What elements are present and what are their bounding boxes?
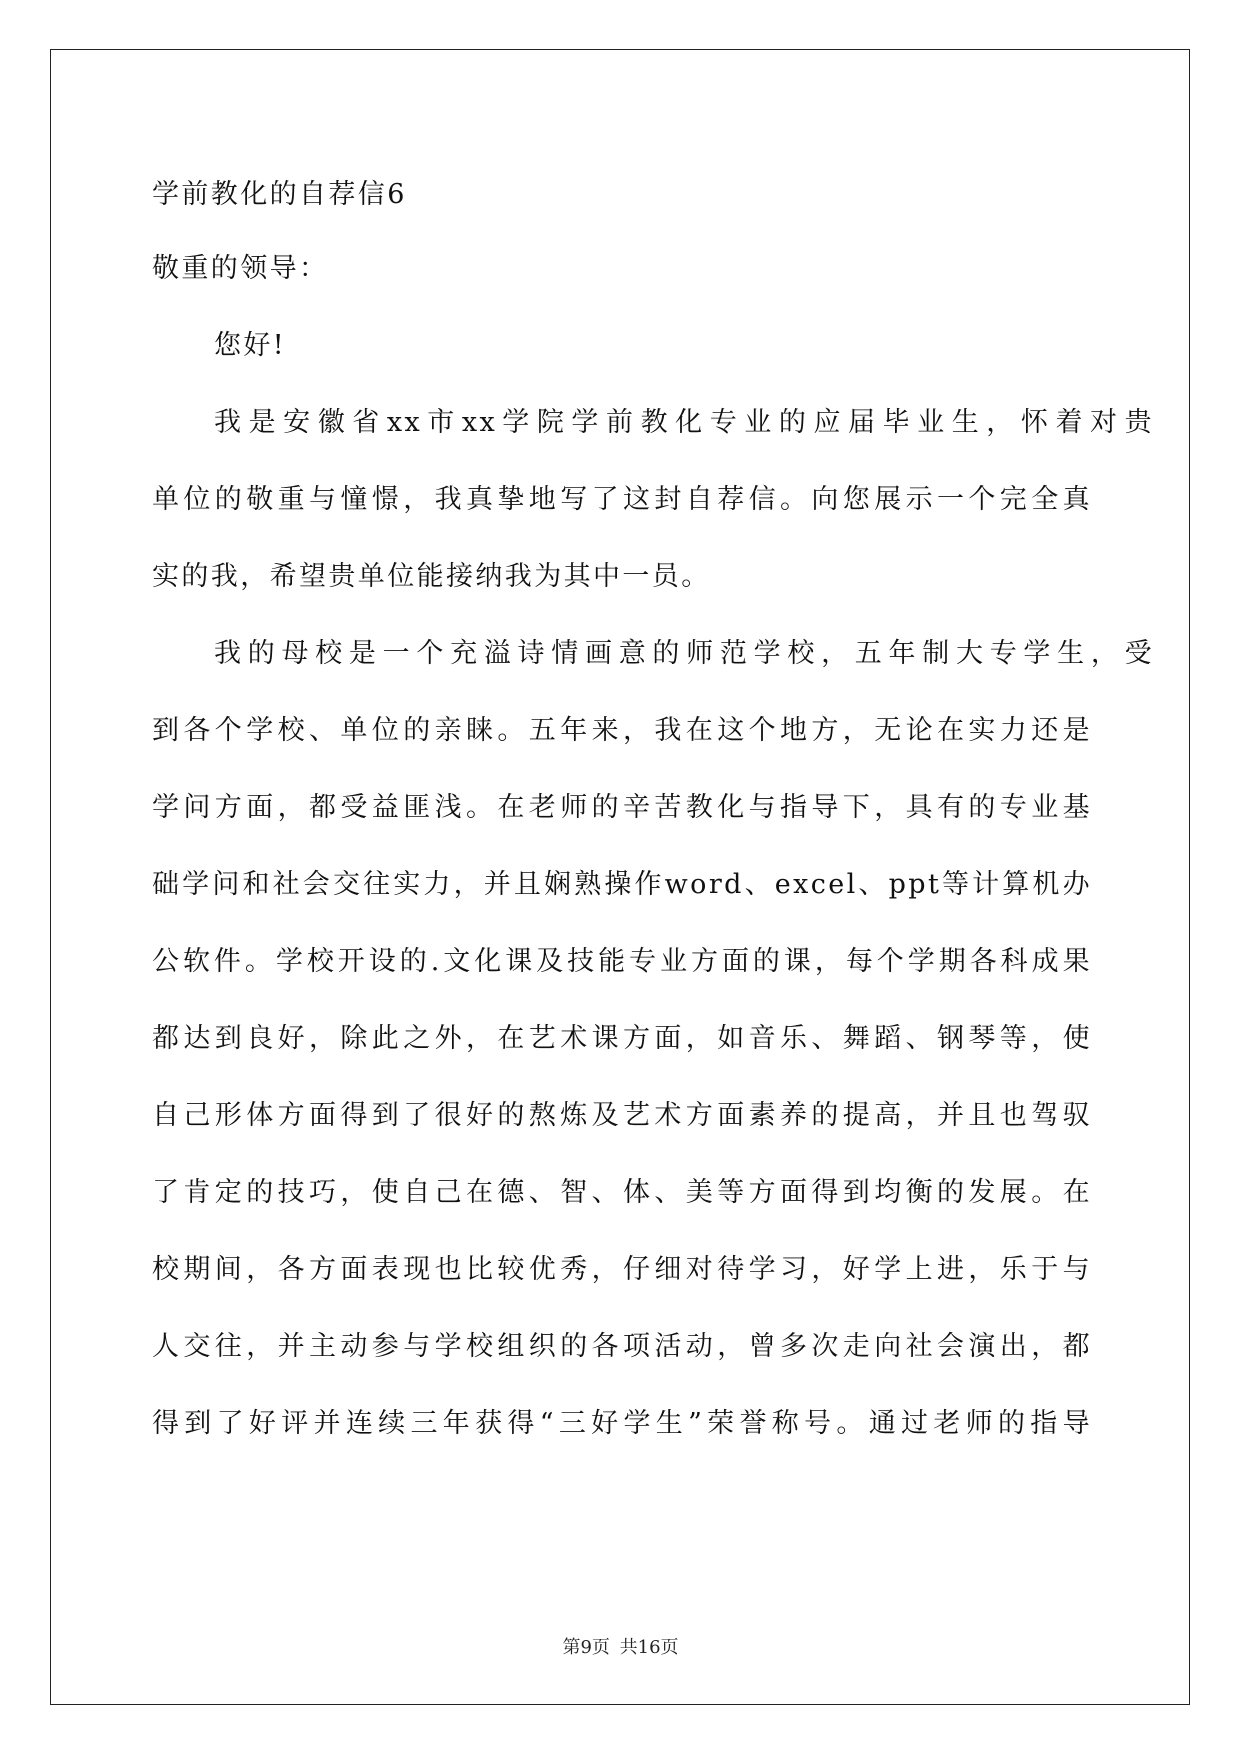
paragraph-line: 得到了好评并连续三年获得“三好学生”荣誉称号。通过老师的指导 (152, 1408, 1092, 1439)
paragraph-line: 我的母校是一个充溢诗情画意的师范学校，五年制大专学生，受 (214, 638, 1154, 669)
paragraph-line: 自己形体方面得到了很好的熬炼及艺术方面素养的提高，并且也驾驭 (152, 1100, 1092, 1131)
paragraph-line: 人交往，并主动参与学校组织的各项活动，曾多次走向社会演出，都 (152, 1331, 1092, 1362)
paragraph-line: 到各个学校、单位的亲睐。五年来，我在这个地方，无论在实力还是 (152, 715, 1092, 746)
paragraph-line: 我是安徽省xx市xx学院学前教化专业的应届毕业生，怀着对贵 (214, 407, 1154, 438)
page-number: 第9页 (562, 1637, 610, 1658)
letter-body (152, 160, 1154, 1462)
page-total: 共16页 (619, 1637, 679, 1658)
paragraph-line: 校期间，各方面表现也比较优秀，仔细对待学习，好学上进，乐于与 (152, 1254, 1092, 1285)
document-title: 学前教化的自荐信6 (152, 179, 407, 210)
page-footer (0, 1633, 1241, 1659)
paragraph-line: 公软件。学校开设的.文化课及技能专业方面的课，每个学期各科成果 (152, 946, 1092, 977)
paragraph-line: 学问方面，都受益匪浅。在老师的辛苦教化与指导下，具有的专业基 (152, 792, 1092, 823)
paragraph-line: 础学问和社会交往实力，并且娴熟操作word、excel、ppt等计算机办 (152, 869, 1092, 900)
paragraph-line: 都达到良好，除此之外，在艺术课方面，如音乐、舞蹈、钢琴等，使 (152, 1023, 1092, 1054)
greeting: 您好! (214, 330, 287, 361)
paragraph-line: 了肯定的技巧，使自己在德、智、体、美等方面得到均衡的发展。在 (152, 1177, 1092, 1208)
paragraph-line: 实的我，希望贵单位能接纳我为其中一员。 (152, 561, 711, 592)
salutation: 敬重的领导： (152, 253, 329, 284)
paragraph-line: 单位的敬重与憧憬，我真挚地写了这封自荐信。向您展示一个完全真 (152, 484, 1092, 515)
